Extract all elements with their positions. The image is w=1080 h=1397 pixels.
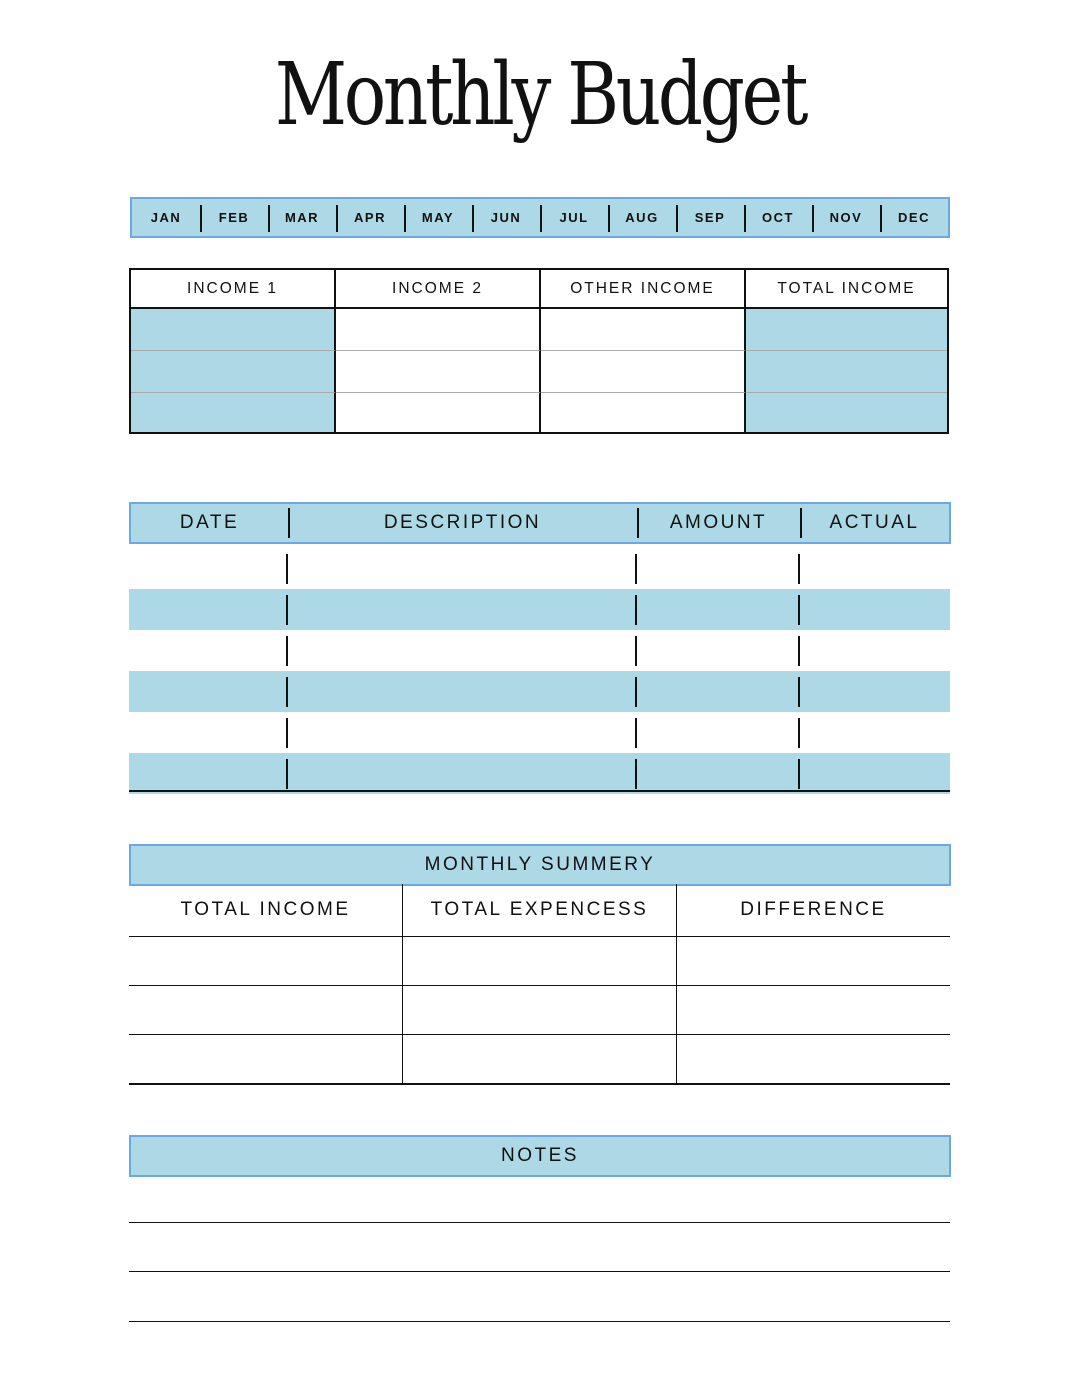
income-cell[interactable]: [746, 351, 947, 393]
column-divider: [635, 677, 637, 707]
summary-header-difference: DIFFERENCE: [740, 899, 887, 920]
month-mar[interactable]: MAR: [268, 199, 336, 236]
page-title: Monthly Budget: [274, 45, 806, 145]
column-divider: [286, 718, 288, 748]
expenses-header-amount: AMOUNT: [637, 504, 800, 542]
income-header-total: TOTAL INCOME: [746, 270, 947, 309]
month-jul[interactable]: JUL: [540, 199, 608, 236]
summary-cell[interactable]: [677, 937, 950, 985]
income-cell[interactable]: [746, 393, 947, 432]
table-row: [129, 1035, 950, 1085]
income-cell[interactable]: [336, 309, 541, 351]
table-row[interactable]: [129, 712, 950, 753]
summary-cell[interactable]: [677, 1035, 950, 1083]
column-divider: [798, 636, 800, 666]
divider: [129, 790, 950, 792]
notes-line[interactable]: [129, 1222, 950, 1223]
column-divider: [286, 759, 288, 789]
summary-header-total-income: TOTAL INCOME: [129, 884, 403, 936]
month-apr[interactable]: APR: [336, 199, 404, 236]
column-divider: [798, 595, 800, 625]
month-dec[interactable]: DEC: [880, 199, 948, 236]
month-sep[interactable]: SEP: [676, 199, 744, 236]
summary-cell[interactable]: [129, 1035, 403, 1083]
income-header-other: OTHER INCOME: [541, 270, 746, 309]
month-selector: [130, 197, 950, 238]
income-header-1: INCOME 1: [131, 270, 336, 309]
month-jan[interactable]: JAN: [150, 210, 182, 225]
summary-cell[interactable]: [129, 986, 403, 1034]
column-divider: [635, 595, 637, 625]
expenses-header-date: DATE: [179, 512, 240, 533]
income-cell[interactable]: [746, 309, 947, 351]
column-divider: [635, 718, 637, 748]
summary-title: MONTHLY SUMMERY: [129, 844, 951, 886]
notes-line[interactable]: [129, 1321, 950, 1322]
summary-table: [129, 884, 950, 1085]
summary-cell[interactable]: [403, 937, 677, 985]
table-row: [129, 937, 950, 986]
summary-cell[interactable]: [403, 986, 677, 1034]
income-cell[interactable]: [336, 393, 541, 432]
notes-line[interactable]: [129, 1271, 950, 1272]
month-jun[interactable]: JUN: [472, 199, 540, 236]
expenses-header-actual: ACTUAL: [800, 504, 949, 542]
income-cell[interactable]: [131, 351, 336, 393]
summary-header-row: [129, 884, 950, 937]
table-row[interactable]: [129, 753, 950, 794]
column-divider: [635, 759, 637, 789]
income-cell[interactable]: [336, 351, 541, 393]
income-cell[interactable]: [541, 351, 746, 393]
income-cell[interactable]: [541, 309, 746, 351]
summary-cell[interactable]: [129, 937, 403, 985]
table-row[interactable]: [129, 589, 950, 630]
column-divider: [798, 554, 800, 584]
expenses-rows: [129, 548, 950, 794]
column-divider: [635, 554, 637, 584]
table-row: [129, 986, 950, 1035]
income-cell[interactable]: [131, 309, 336, 351]
column-divider: [286, 677, 288, 707]
income-header-2: INCOME 2: [336, 270, 541, 309]
expenses-header: [129, 502, 951, 544]
column-divider: [286, 554, 288, 584]
column-divider: [286, 636, 288, 666]
table-row[interactable]: [129, 548, 950, 589]
income-cell[interactable]: [131, 393, 336, 432]
summary-header-total-expenses: TOTAL EXPENCESS: [403, 884, 677, 936]
column-divider: [635, 636, 637, 666]
expenses-header-description: DESCRIPTION: [288, 504, 637, 542]
column-divider: [798, 677, 800, 707]
summary-cell[interactable]: [403, 1035, 677, 1083]
month-nov[interactable]: NOV: [812, 199, 880, 236]
month-aug[interactable]: AUG: [608, 199, 676, 236]
column-divider: [798, 718, 800, 748]
month-oct[interactable]: OCT: [744, 199, 812, 236]
month-may[interactable]: MAY: [404, 199, 472, 236]
table-row[interactable]: [129, 671, 950, 712]
notes-title: NOTES: [129, 1135, 951, 1177]
summary-cell[interactable]: [677, 986, 950, 1034]
income-cell[interactable]: [541, 393, 746, 432]
column-divider: [286, 595, 288, 625]
table-row[interactable]: [129, 630, 950, 671]
column-divider: [798, 759, 800, 789]
income-table: [129, 268, 949, 434]
month-feb[interactable]: FEB: [200, 199, 268, 236]
